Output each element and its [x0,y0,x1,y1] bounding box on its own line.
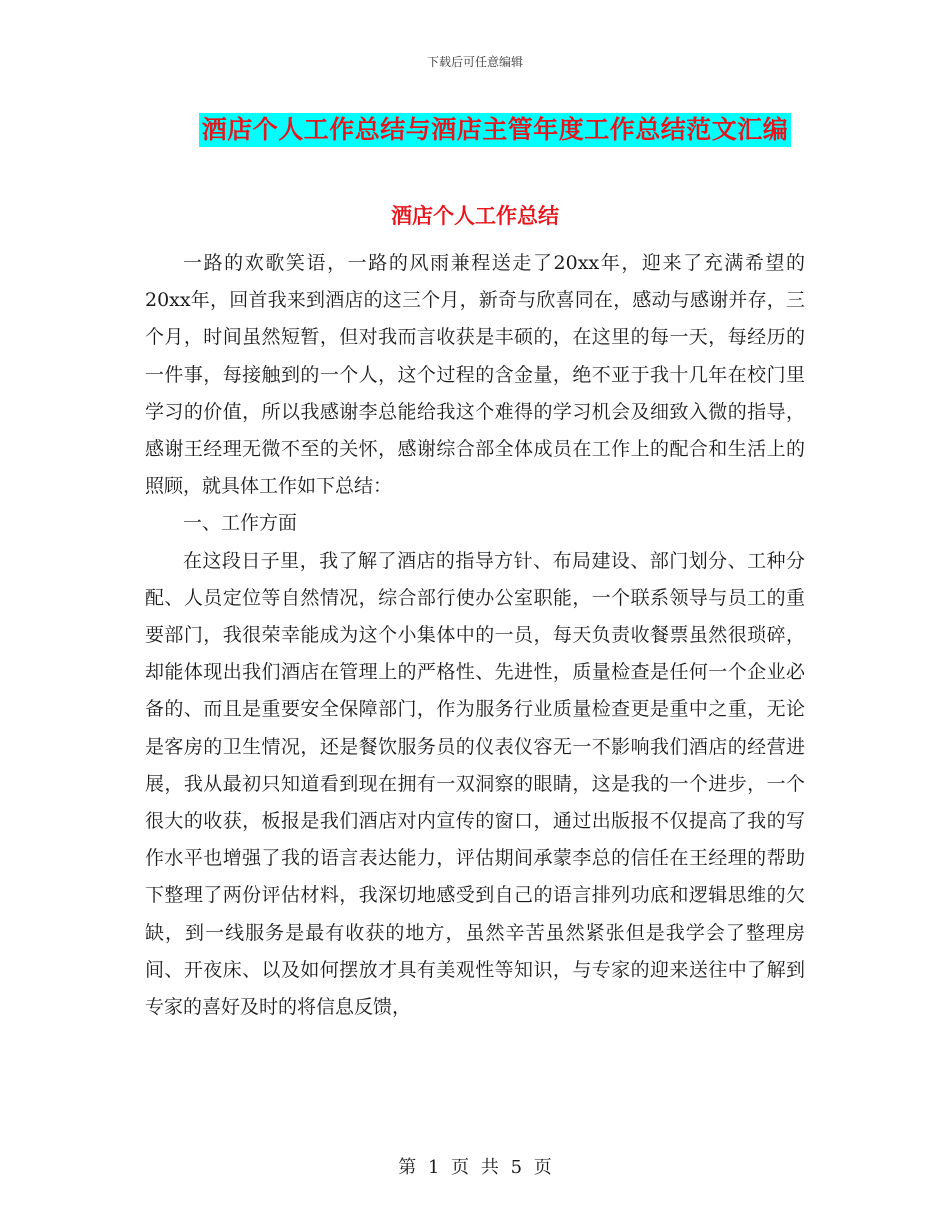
page-header-note: 下载后可任意编辑 [426,55,523,69]
document-title-container [0,113,950,147]
page-number-footer: 第 1 页 共 5 页 [398,1157,552,1178]
document-title: 酒店个人工作总结与酒店主管年度工作总结范文汇编 [199,113,792,147]
paragraph-heading-work: 一、工作方面 [183,512,298,535]
paragraph-work-details: 在这段日子里，我了解了酒店的指导方针、布局建设、部门划分、工种分配、人员定位等自然情况，综合部行使办公室职能，一个联系领导与员工的重要部门，我很荣幸能成为这个小集体中的一员，每天负责收餐票虽然很琐碎，却能体现出我们酒店在管理上的严格性、先进性，质量检查是任何一个企业必备的、而且是重要安全保障部门，作为服务行业质量检查更是重中之重，无论是客房的卫生情况，还是餐饮服务员的仪表仪容无一不影响我们酒店的经营进展，我从最初只知道看到现在拥有一双洞察的眼睛，这是我的一个进步，一个很大的收获，板报是我们酒店对内宣传的窗口，通过出版报不仅提高了我的写作水平也增强了我的语言表达能力，评估期间承蒙李总的信任在王经理的帮助下整理了两份评估材料，我深切地感受到自己的语言排列功底和逻辑思维的欠缺，到一线服务是最有收获的地方，虽然辛苦虽然紧张但是我学会了整理房间、开夜床、以及如何摆放才具有美观性等知识，与专家的迎来送往中了解到专家的喜好及时的将信息反馈， [145,549,805,1019]
paragraph-intro: 一路的欢歌笑语，一路的风雨兼程送走了20xx年，迎来了充满希望的20xx年，回首我来到酒店的这三个月，新奇与欣喜同在，感动与感谢并存，三个月，时间虽然短暂，但对我而言收获是丰硕的，在这里的每一天，每经历的一件事，每接触到的一个人，这个过程的含金量，绝不亚于我十几年在校门里学习的价值，所以我感谢李总能给我这个难得的学习机会及细致入微的指导，感谢王经理无微不至的关怀，感谢综合部全体成员在工作上的配合和生活上的照顾，就具体工作如下总结： [145,252,805,498]
section-title: 酒店个人工作总结 [391,203,559,228]
document-body [145,245,805,1026]
